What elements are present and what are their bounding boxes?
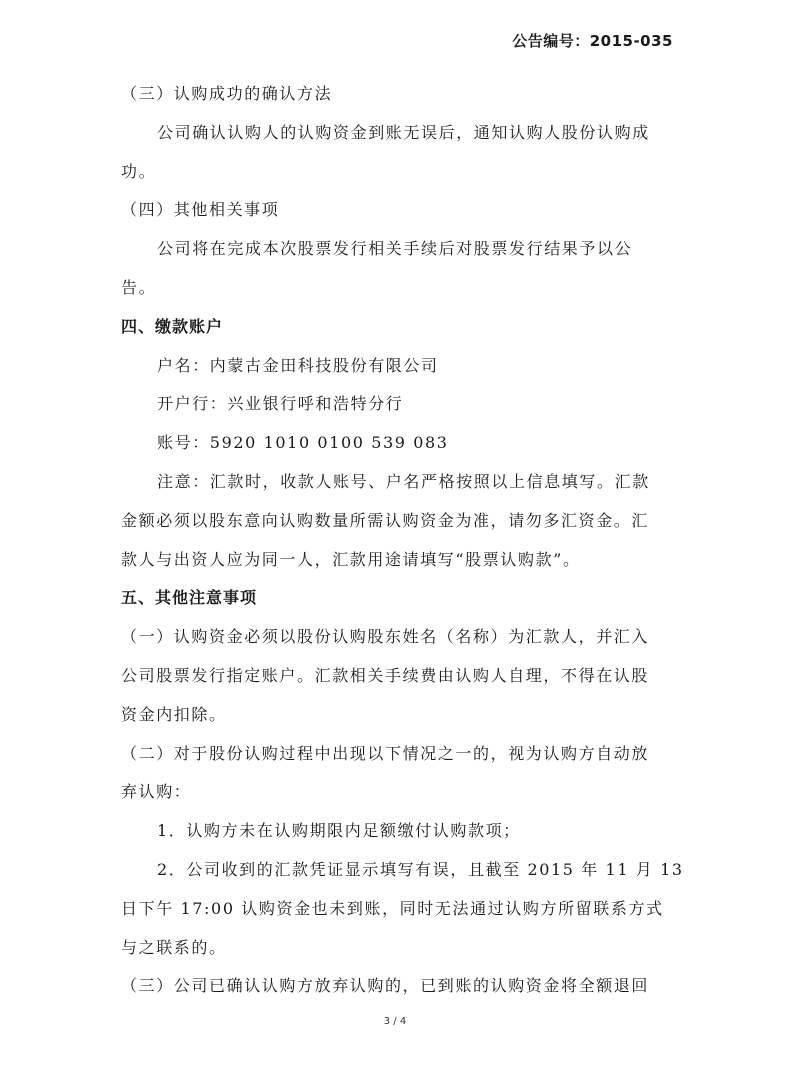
paragraph-line: 弃认购： [121,782,192,802]
account-name: 户名：内蒙古金田科技股份有限公司 [157,355,439,375]
list-item: 1．认购方未在认购期限内足额缴付认购款项； [157,821,521,841]
paragraph-line: 公司将在完成本次股票发行相关手续后对股票发行结果予以公 [157,239,633,259]
subsection-title: （四）其他相关事项 [121,200,280,220]
account-bank: 开户行：兴业银行呼和浩特分行 [157,394,404,414]
paragraph-line: 资金内扣除。 [121,704,227,724]
paragraph-line: （三）公司已确认认购方放弃认购的，已到账的认购资金将全额退回 [121,976,650,996]
page-number: 3 / 4 [383,1016,407,1027]
paragraph-line: 日下午 17:00 认购资金也未到账，同时无法通过认购方所留联系方式 [121,898,664,918]
paragraph-line: 公司确认认购人的认购资金到账无误后，通知认购人股份认购成 [157,122,650,142]
account-number: 账号：5920 1010 0100 539 083 [157,433,449,453]
section-heading: 五、其他注意事项 [121,588,258,608]
paragraph-line: 款人与出资人应为同一人，汇款用途请填写“股票认购款”。 [121,549,581,569]
paragraph-line: 公司股票发行指定账户。汇款相关手续费由认购人自理，不得在认股 [121,665,650,685]
document-body [121,75,684,1006]
subsection-title: （三）认购成功的确认方法 [121,84,333,103]
section-heading: 四、缴款账户 [121,316,224,336]
paragraph-line: 与之联系的。 [121,937,227,957]
announcement-number: 公告编号：2015-035 [512,32,673,50]
paragraph-line: 告。 [121,277,157,297]
list-item: 2．公司收到的汇款凭证显示填写有误，且截至 2015 年 11 月 13 [157,859,684,879]
paragraph-line: 功。 [121,161,157,181]
paragraph-line: （一）认购资金必须以股份认购股东姓名（名称）为汇款人，并汇入 [121,627,650,647]
paragraph-line: 金额必须以股东意向认购数量所需认购资金为准，请勿多汇资金。汇 [121,510,650,530]
paragraph-line: 注意：汇款时，收款人账号、户名严格按照以上信息填写。汇款 [157,471,650,491]
paragraph-line: （二）对于股份认购过程中出现以下情况之一的，视为认购方自动放 [121,743,650,763]
